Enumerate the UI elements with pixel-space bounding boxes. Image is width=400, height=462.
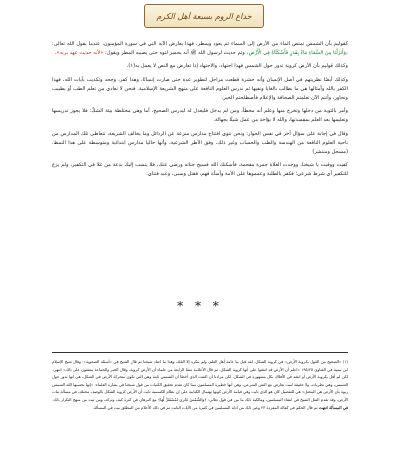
paragraph-4: وأمر بالتوبة من دخلها وتخرج منها وعلم أنه مخطأ، ومن لم يدخل فليعدل له ليدرس الصحيح، أما وهي مختلطة بيئة الشكّ: فلا يجوز تدريسها وتعليمها بعد العلم بمفسدتها، والله لا يؤاخذ من عمل شيئًا بجهالة. <box>52 108 348 124</box>
footnote <box>52 358 348 411</box>
hadith-quote: «لأنه حديث عهد بربه» <box>56 50 104 57</box>
banner-title: خداع الروم بسبعة أهل الكرم <box>156 11 252 21</box>
paragraph-3: وكذلك أيضًا نظريتهم في أصل الإنسان وأنه حشرة قطعت مراحل لتطوير عدة حتى صارت إنسانًا، وهذا كفر، وجحد وتكذيب بآيات الله، فهذا الكفر بالله وأمثالها هي ما نطالب بالغايا ونفيها ثم ندرس العلوم النافعة على منهج الشريعة الإسلامية. فنحن لا نعادي من تعلم الطب أو بطبيب ونحاور، وأنتم الآن تعلمتم الصحافة والإعلام فأصطلحتم الخير. <box>52 76 348 102</box>
paragraph-1: كقوليم بأن الشمس تمتص الماء من الأرض إلى السماء ثم يعود ويمطر، فهذا يعارض الآية التي في سورة المؤمنون، عندما يقول الله تعالى: ﴿وَأَنزَلْنَا مِنَ السَّمَاءِ مَاءً بِقَدَرٍ فَأَسْكَنَّاهُ فِي الْأَرْضِ﴾ وثم حديث لرسول الله ﷺ أنه يحسر لتوه حتى يصيبه المطر ويقول: «لأنه حديث عهد بربه». <box>52 41 348 57</box>
footnote-text: (١) «الصحيح من القول بكروية الأرض» في كروية الشكل، لقد قبل بيا عامة أهل العلم، ولم ينكره إلا القلة، وهذا ما اعتاد شيخنا ثم قال الشيخ في «أسئلة الصحوية»: وقال شيخ الإسلام ابن تيمية في الفتاوى ١٩٥/٢٥ «اعلم أن الأرض قد اتفقوا على أنها كروية الشكل، ثم قال الأعلامة سقا الرابعة من علماء أن الأرض كروية، وقال الحبر والجماعة متفقون على ذلك» انتهى. لكن لم أقل بكروية الأرض أو انتقد في الأفلاك بكل مشهورة في الشكل، لكن مرادنا أن النفث الذي أخطأ أن الشمس ثابتة وهي التي تكون متحركة الأرض في الشكل، هي أنها تدور حول الشمس، وهي نظريات، ولا حقيقة لنبت تعارض مع النص الشرعي، وهي أنها خطيرة المسلمون مما كان تقدم تحقيق الكنيات من قول شيخنا في بشارة العلماء: «إنها نحسبها الله الشمس ربوة بأن الأرض هي المحتل» هي للتفصيل كان هو الذي ثابت وفي قيامة الأرض كونها تهتمال الكتابية على إن نظام الكسمية ثابت أن الأرض كروية الشكل بالوصف مختلف في مسألة ثبات الأرض، وقد تقدم النقل الشيخ في انتقاء المسلمين، ومالكية ذلك ما بين في قول تعالى: ﴿وَالشَّمْسُ تَجْرِي لِمُسْتَقَرٍّ لَّهَا﴾ مع البرهان في كثرة كيف وتركه، ومن ثبت من منهج التكرار ذلك. في المسألة انتهت ثم قال الحكم في كفالة المفردة ٢٣ وغير ذلك من أدلة المسلمين في كثيرة من الآيات الثابت ثم في ذلك الأعلام من المطلق بيت في المسألة. <box>52 359 348 410</box>
footnote-highlight: في المسألة انتهت <box>318 404 348 410</box>
footnote-number: (١) <box>342 359 348 364</box>
quran-verse: ﴿وَأَنزَلْنَا مِنَ السَّمَاءِ مَاءً بِقَدَرٍ فَأَسْكَنَّاهُ فِي الْأَرْضِ﴾ <box>246 50 348 57</box>
footnote-divider <box>52 352 348 353</box>
paragraph-2: وكذلك قوليم بأن الأرض كروية تدور حول الشمس فهذا اجتهاد، والاجتهاد إذا تعارض مع النص لا يعمل به(١). <box>126 63 348 70</box>
body-text <box>52 40 348 184</box>
header-banner <box>144 4 264 28</box>
paragraph-6: كفيت ووقيت يا شيخنا، ووجدت الغلاة جمرة مفحمة، فأسكنك الله فسيح جناته ورضي عنك، فلا ينسب إليك بدعة من غلا في التكفير، ولم يزع للتكفير أي شرط شرعي؛ فكفر بالطلبة وعمموها على الأمة وأسأة فهم، فقتل وسبى، وعبد فتناي. <box>52 162 348 178</box>
paragraph-5: وقال في إجابة على سؤال آخر في نفس الحوار: ونحن ننوي افتتاح مدارس منزعة عن الرذائل وما يخالف الشريعة، تتعاطى تلك المدارس من ناحية العلوم النافعة من الهندسة والطب والحساب وغير ذلك، وفق الأطر الشرعية، وأنها حاليا مدارس ابتدائية ومتوسطة على هذا النمط. (مسجل ومنتشر) <box>52 130 348 156</box>
section-separator: * * * <box>177 299 223 313</box>
